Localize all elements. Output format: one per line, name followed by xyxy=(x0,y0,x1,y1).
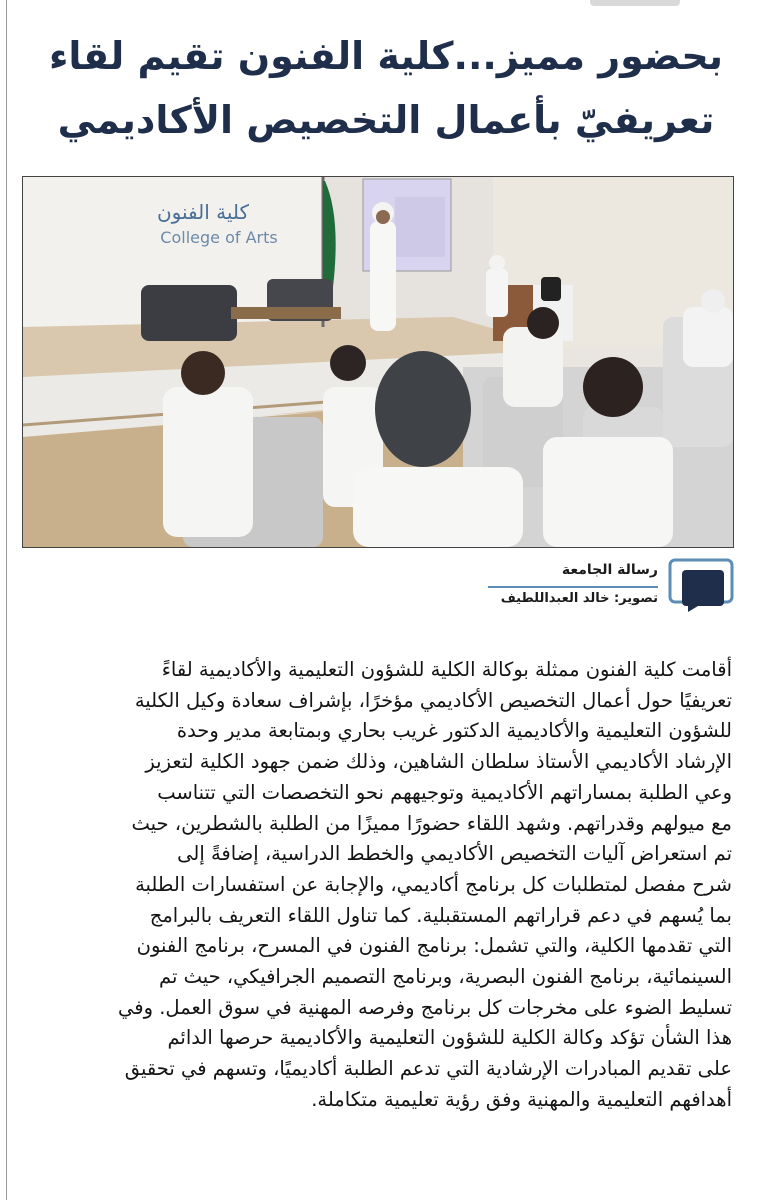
page-top-mark xyxy=(590,0,680,6)
article-line: شرح مفصل لمتطلبات كل برنامج أكاديمي، والإجابة عن استفسارات الطلبة xyxy=(135,872,732,896)
article-line: تعريفيًا حول أعمال التخصيص الأكاديمي مؤخرًا، بإشراف سعادة وكيل الكلية xyxy=(134,688,732,712)
event-photo-illustration xyxy=(23,177,733,547)
headline-line-2: تعريفيّ بأعمال التخصيص الأكاديمي xyxy=(57,98,715,142)
source-name: رسالة الجامعة xyxy=(561,562,658,578)
credit-divider xyxy=(488,586,658,588)
headline-line-1: بحضور مميز...كلية الفنون تقيم لقاء xyxy=(49,34,723,78)
article-line: وعي الطلبة بمساراتهم الأكاديمية وتوجيههم نحو التخصصات التي تتناسب xyxy=(157,780,732,804)
article-line: تم استعراض آليات التخصيص الأكاديمي والخطط الدراسية، إضافةً إلى xyxy=(177,842,732,866)
article-line: الإرشاد الأكاديمي الأستاذ سلطان الشاهين، وذلك ضمن جهود الكلية لتعزيز xyxy=(145,750,732,774)
article-line: أهدافهم التعليمية والمهنية وفق رؤية تعليمية متكاملة. xyxy=(311,1087,732,1111)
photo-credit xyxy=(434,556,734,612)
article-body xyxy=(26,655,732,1116)
article-line: للشؤون التعليمية والأكاديمية الدكتور غريب بحاري وبمتابعة مدير وحدة xyxy=(176,719,732,743)
article-photo xyxy=(22,176,734,548)
article-headline xyxy=(30,24,742,152)
article-line: بما يُسهم في دعم قراراتهم المستقبلية. كما تناول اللقاء التعريف بالبرامج xyxy=(149,903,732,927)
article-line: أقامت كلية الفنون ممثلة بوكالة الكلية للشؤون التعليمية والأكاديمية لقاءً xyxy=(161,658,732,681)
article-line: هذا الشأن تؤكد وكالة الكلية للشؤون التعليمية والأكاديمية حرصها الدائم xyxy=(167,1026,732,1050)
article-line: التي تقدمها الكلية، والتي تشمل: برنامج الفنون في المسرح، برنامج الفنون xyxy=(136,934,732,958)
article-line: على تقديم المبادرات الإرشادية التي تدعم الطلبة أكاديميًا، وتسهم في تحقيق xyxy=(124,1057,732,1081)
newspaper-logo-icon xyxy=(668,556,734,612)
wall-sign-english: College of Arts xyxy=(160,228,278,247)
wall-sign-arabic: كلية الفنون xyxy=(156,200,250,224)
article-line: تسليط الضوء على مخرجات كل برنامج وفرصه المهنية في سوق العمل. وفي xyxy=(118,995,732,1019)
article-line: السينمائية، برنامج الفنون البصرية، وبرنامج التصميم الجرافيكي، حيث تم xyxy=(159,965,732,989)
page-edge-rule xyxy=(6,0,7,1200)
photographer-credit: تصوير: خالد العبداللطيف xyxy=(500,591,658,606)
article-line: مع ميولهم وقدراتهم. وشهد اللقاء حضورًا مميزًا من الطلبة بالشطرين، حيث xyxy=(131,811,732,835)
